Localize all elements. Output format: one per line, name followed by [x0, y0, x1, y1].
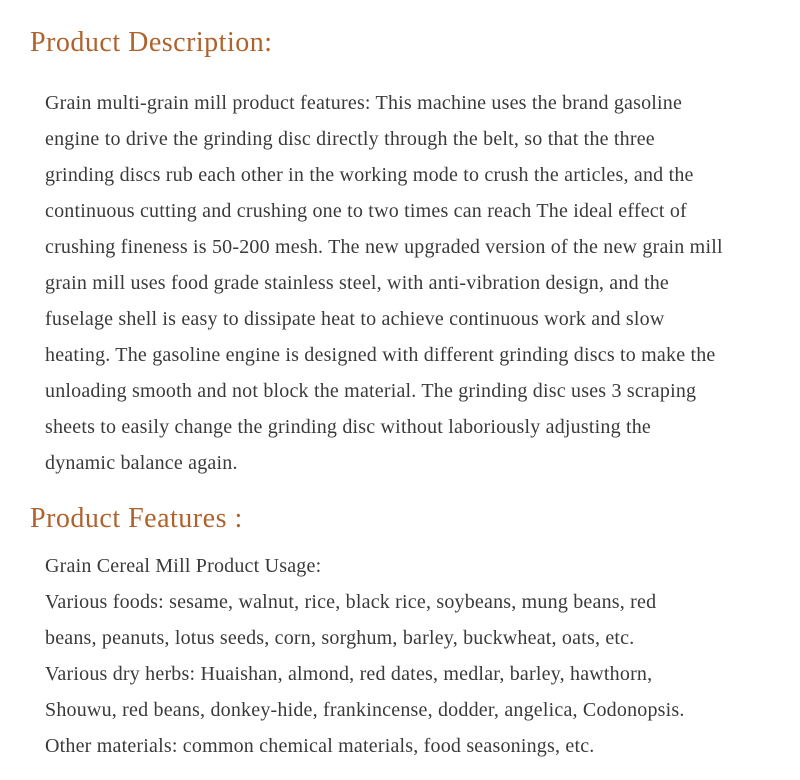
- product-features-paragraph: [0, 548, 800, 764]
- text-line: fuselage shell is easy to dissipate heat to achieve continuous work and slow: [45, 308, 665, 330]
- text-line: Grain Cereal Mill Product Usage:: [45, 555, 322, 577]
- product-description-paragraph: [0, 85, 800, 481]
- text-line: crushing fineness is 50-200 mesh. The new upgraded version of the new grain mill: [45, 236, 723, 258]
- text-line: continuous cutting and crushing one to two times can reach The ideal effect of: [45, 200, 687, 222]
- text-line: beans, peanuts, lotus seeds, corn, sorghum, barley, buckwheat, oats, etc.: [45, 627, 635, 649]
- text-line: Shouwu, red beans, donkey-hide, frankincense, dodder, angelica, Codonopsis.: [45, 699, 685, 721]
- text-line: unloading smooth and not block the material. The grinding disc uses 3 scraping: [45, 380, 697, 402]
- text-line: grain mill uses food grade stainless steel, with anti-vibration design, and the: [45, 272, 670, 294]
- text-line: Grain multi-grain mill product features: This machine uses the brand gasoline: [45, 92, 683, 114]
- text-line: Other materials: common chemical materials, food seasonings, etc.: [45, 735, 595, 757]
- product-features-heading: Product Features :: [30, 503, 243, 534]
- product-description-heading: Product Description:: [30, 27, 273, 58]
- text-line: heating. The gasoline engine is designed with different grinding discs to make the: [45, 344, 716, 366]
- text-line: sheets to easily change the grinding disc without laboriously adjusting the: [45, 416, 652, 438]
- text-line: Various foods: sesame, walnut, rice, black rice, soybeans, mung beans, red: [45, 591, 657, 613]
- text-line: grinding discs rub each other in the working mode to crush the articles, and the: [45, 164, 694, 186]
- text-line: engine to drive the grinding disc directly through the belt, so that the three: [45, 128, 655, 150]
- text-line: dynamic balance again.: [45, 452, 238, 474]
- text-line: Various dry herbs: Huaishan, almond, red dates, medlar, barley, hawthorn,: [45, 663, 653, 685]
